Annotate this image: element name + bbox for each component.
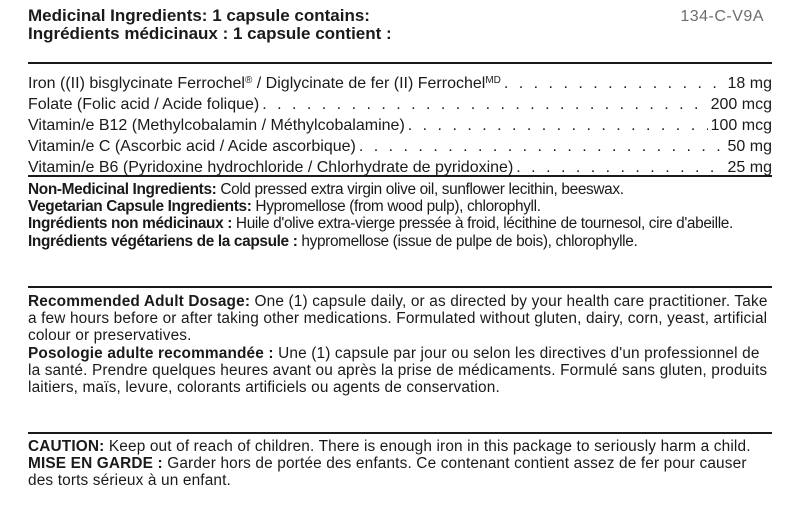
dosage-en: Recommended Adult Dosage: One (1) capsule daily, or as directed by your health care practitioner. Take a few hours before or after taking other medications. Formulated without gluten, dairy, corn, yeast, artificial colour or preservatives. <box>28 293 768 345</box>
divider-rule <box>28 286 772 288</box>
non-medicinal-fr: Ingrédients non médicinaux : Huile d'olive extra-vierge pressée à froid, lécithine de tournesol, cire d'abeille. <box>28 215 733 233</box>
section-label: MISE EN GARDE : <box>28 455 163 473</box>
divider-rule <box>28 432 772 434</box>
section-label: Non-Medicinal Ingredients: <box>28 181 217 198</box>
caution-fr: MISE EN GARDE : Garder hors de portée des enfants. Ce contenant contient assez de fer pour causer des torts sérieux à un enfant. <box>28 455 747 490</box>
section-label: Recommended Adult Dosage: <box>28 293 251 310</box>
caution-en: CAUTION: Keep out of reach of children. There is enough iron in this package to seriously harm a child. <box>28 438 751 455</box>
non-medicinal-section <box>28 181 772 250</box>
caution-section <box>28 438 772 490</box>
ingredient-name: Iron ((II) bisglycinate Ferrochel® / Diglycinate de fer (II) Ferrochel$^{MD}$ <box>28 75 501 92</box>
ingredient-amount: 100 mcg <box>710 117 772 134</box>
ingredient-amount: 200 mcg <box>710 96 772 113</box>
section-label: CAUTION: <box>28 438 105 455</box>
dot-leader <box>504 73 725 94</box>
ingredient-name: Vitamin/e C (Ascorbic acid / Acide ascorbique) <box>28 138 356 155</box>
dosage-section <box>28 293 772 396</box>
header-title-fr: Ingrédients médicinaux : 1 capsule contient : <box>28 24 392 43</box>
medicinal-header <box>28 7 728 43</box>
dosage-fr: Posologie adulte recommandée : Une (1) capsule par jour ou selon les directives d'un professionnel de la santé. Prendre quelques heures avant ou après la prise de médicaments. Formulé sans gluten, produits laitiers, maïs, levure, colorants artificiels ou agents de conservation. <box>28 344 768 397</box>
section-label: Ingrédients végétariens de la capsule : <box>28 232 298 250</box>
ingredient-row-vitamin-c <box>28 136 772 157</box>
ingredient-row-b12 <box>28 115 772 136</box>
ingredient-name: Vitamin/e B6 (Pyridoxine hydrochloride / Chlorhydrate de pyridoxine) <box>28 159 514 176</box>
ingredient-name: Vitamin/e B12 (Methylcobalamin / Méthylcobalamine) <box>28 117 405 134</box>
medicinal-ingredient-list <box>28 70 772 178</box>
ingredient-amount: 50 mg <box>727 138 772 155</box>
non-medicinal-en: Non-Medicinal Ingredients: Cold pressed extra virgin olive oil, sunflower lecithin, beeswax. <box>28 181 624 198</box>
section-label: Ingrédients non médicinaux : <box>28 215 232 233</box>
dot-leader <box>408 115 708 136</box>
section-label: Posologie adulte recommandée : <box>28 344 274 362</box>
capsule-ingredients-fr: Ingrédients végétariens de la capsule : hypromellose (issue de pulpe de bois), chlorophylle. <box>28 232 638 250</box>
ingredient-amount: 25 mg <box>727 159 772 176</box>
divider-rule <box>28 62 772 64</box>
section-label: Vegetarian Capsule Ingredients: <box>28 198 252 216</box>
header-title-en: Medicinal Ingredients: 1 capsule contains: <box>28 6 370 25</box>
ingredient-row-iron <box>28 70 772 94</box>
divider-rule <box>28 175 772 177</box>
product-code: 134-C-V9A <box>680 8 764 25</box>
ingredient-row-folate <box>28 94 772 115</box>
dot-leader <box>262 94 707 115</box>
ingredient-amount: 18 mg <box>727 75 772 92</box>
dot-leader <box>359 136 725 157</box>
capsule-ingredients-en: Vegetarian Capsule Ingredients: Hypromellose (from wood pulp), chlorophyll. <box>28 198 541 216</box>
ingredient-name: Folate (Folic acid / Acide folique) <box>28 96 260 113</box>
